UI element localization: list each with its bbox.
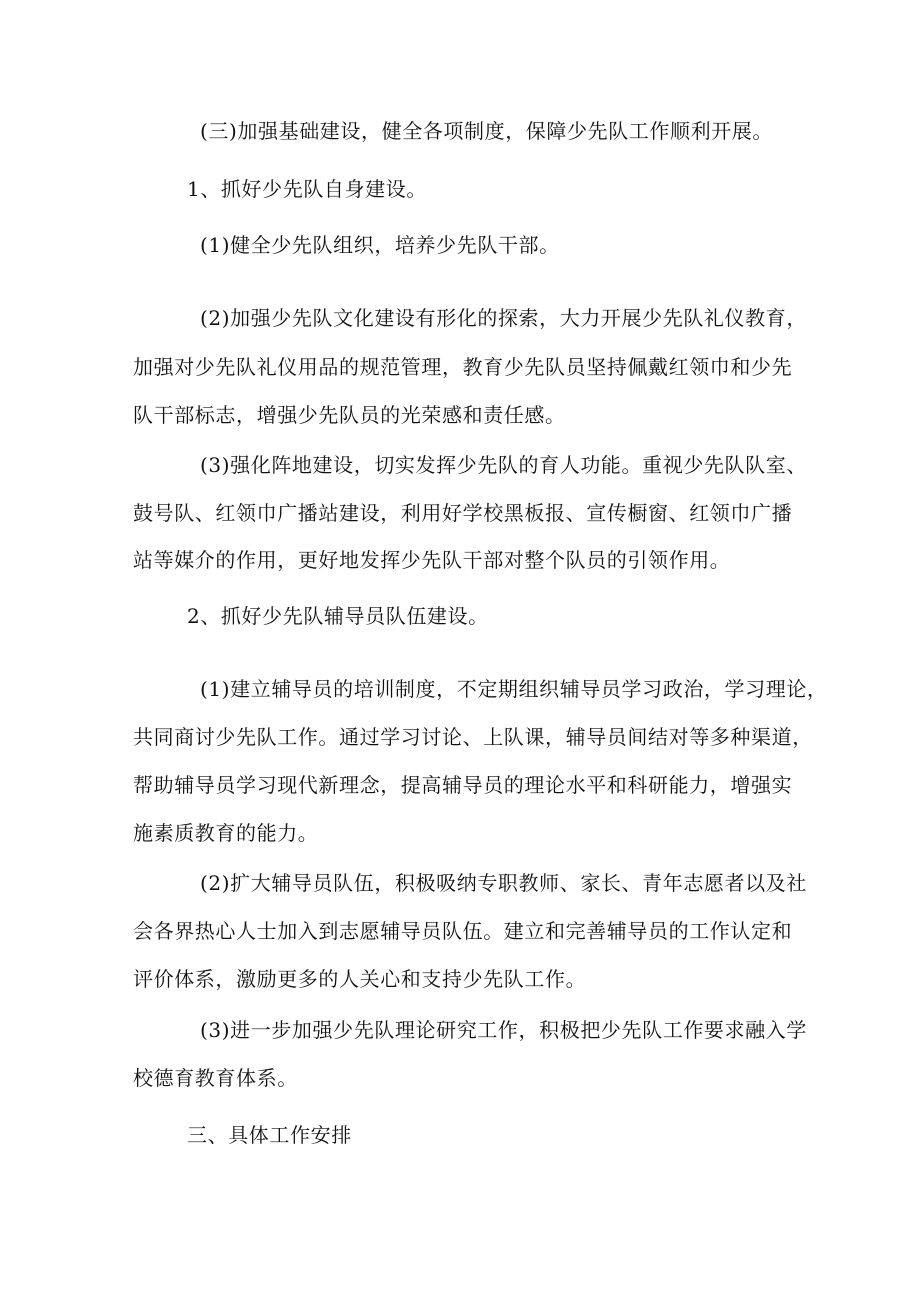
paragraph-line: (2)扩大辅导员队伍，积极吸纳专职教师、家长、青年志愿者以及社 bbox=[200, 871, 807, 895]
paragraph-line: 帮助辅导员学习现代新理念，提高辅导员的理论水平和科研能力，增强实 bbox=[133, 773, 793, 797]
paragraph-line: (1)健全少先队组织，培养少先队干部。 bbox=[200, 233, 560, 257]
paragraph-line: (1)建立辅导员的培训制度，不定期组织辅导员学习政治，学习理论， bbox=[200, 677, 828, 701]
paragraph-line: 共同商讨少先队工作。通过学习讨论、上队课，辅导员间结对等多种渠道， bbox=[133, 725, 813, 749]
section-heading: 三、具体工作安排 bbox=[187, 1123, 352, 1147]
paragraph-line: 评价体系，激励更多的人关心和支持少先队工作。 bbox=[133, 967, 587, 991]
section-heading: (三)加强基础建设，健全各项制度，保障少先队工作顺利开展。 bbox=[200, 119, 774, 143]
paragraph-line: (2)加强少先队文化建设有形化的探索，大力开展少先队礼仪教育， bbox=[200, 306, 807, 330]
paragraph-line: 鼓号队、红领巾广播站建设，利用好学校黑板报、宣传橱窗、红领巾广播 bbox=[133, 501, 793, 525]
paragraph-line: (3)进一步加强少先队理论研究工作，积极把少先队工作要求融入学 bbox=[200, 1018, 807, 1042]
paragraph-line: 校德育教育体系。 bbox=[133, 1066, 298, 1090]
paragraph-line: (3)强化阵地建设，切实发挥少先队的育人功能。重视少先队队室、 bbox=[200, 453, 807, 477]
paragraph-line: 施素质教育的能力。 bbox=[133, 821, 319, 845]
paragraph-line: 队干部标志，增强少先队员的光荣感和责任感。 bbox=[133, 403, 566, 427]
subsection-heading: 1、抓好少先队自身建设。 bbox=[187, 177, 427, 201]
paragraph-line: 会各界热心人士加入到志愿辅导员队伍。建立和完善辅导员的工作认定和 bbox=[133, 919, 793, 943]
paragraph-line: 站等媒介的作用，更好地发挥少先队干部对整个队员的引领作用。 bbox=[133, 548, 731, 572]
paragraph-line: 加强对少先队礼仪用品的规范管理，教育少先队员坚持佩戴红领巾和少先 bbox=[133, 355, 793, 379]
subsection-heading: 2、抓好少先队辅导员队伍建设。 bbox=[187, 604, 489, 628]
